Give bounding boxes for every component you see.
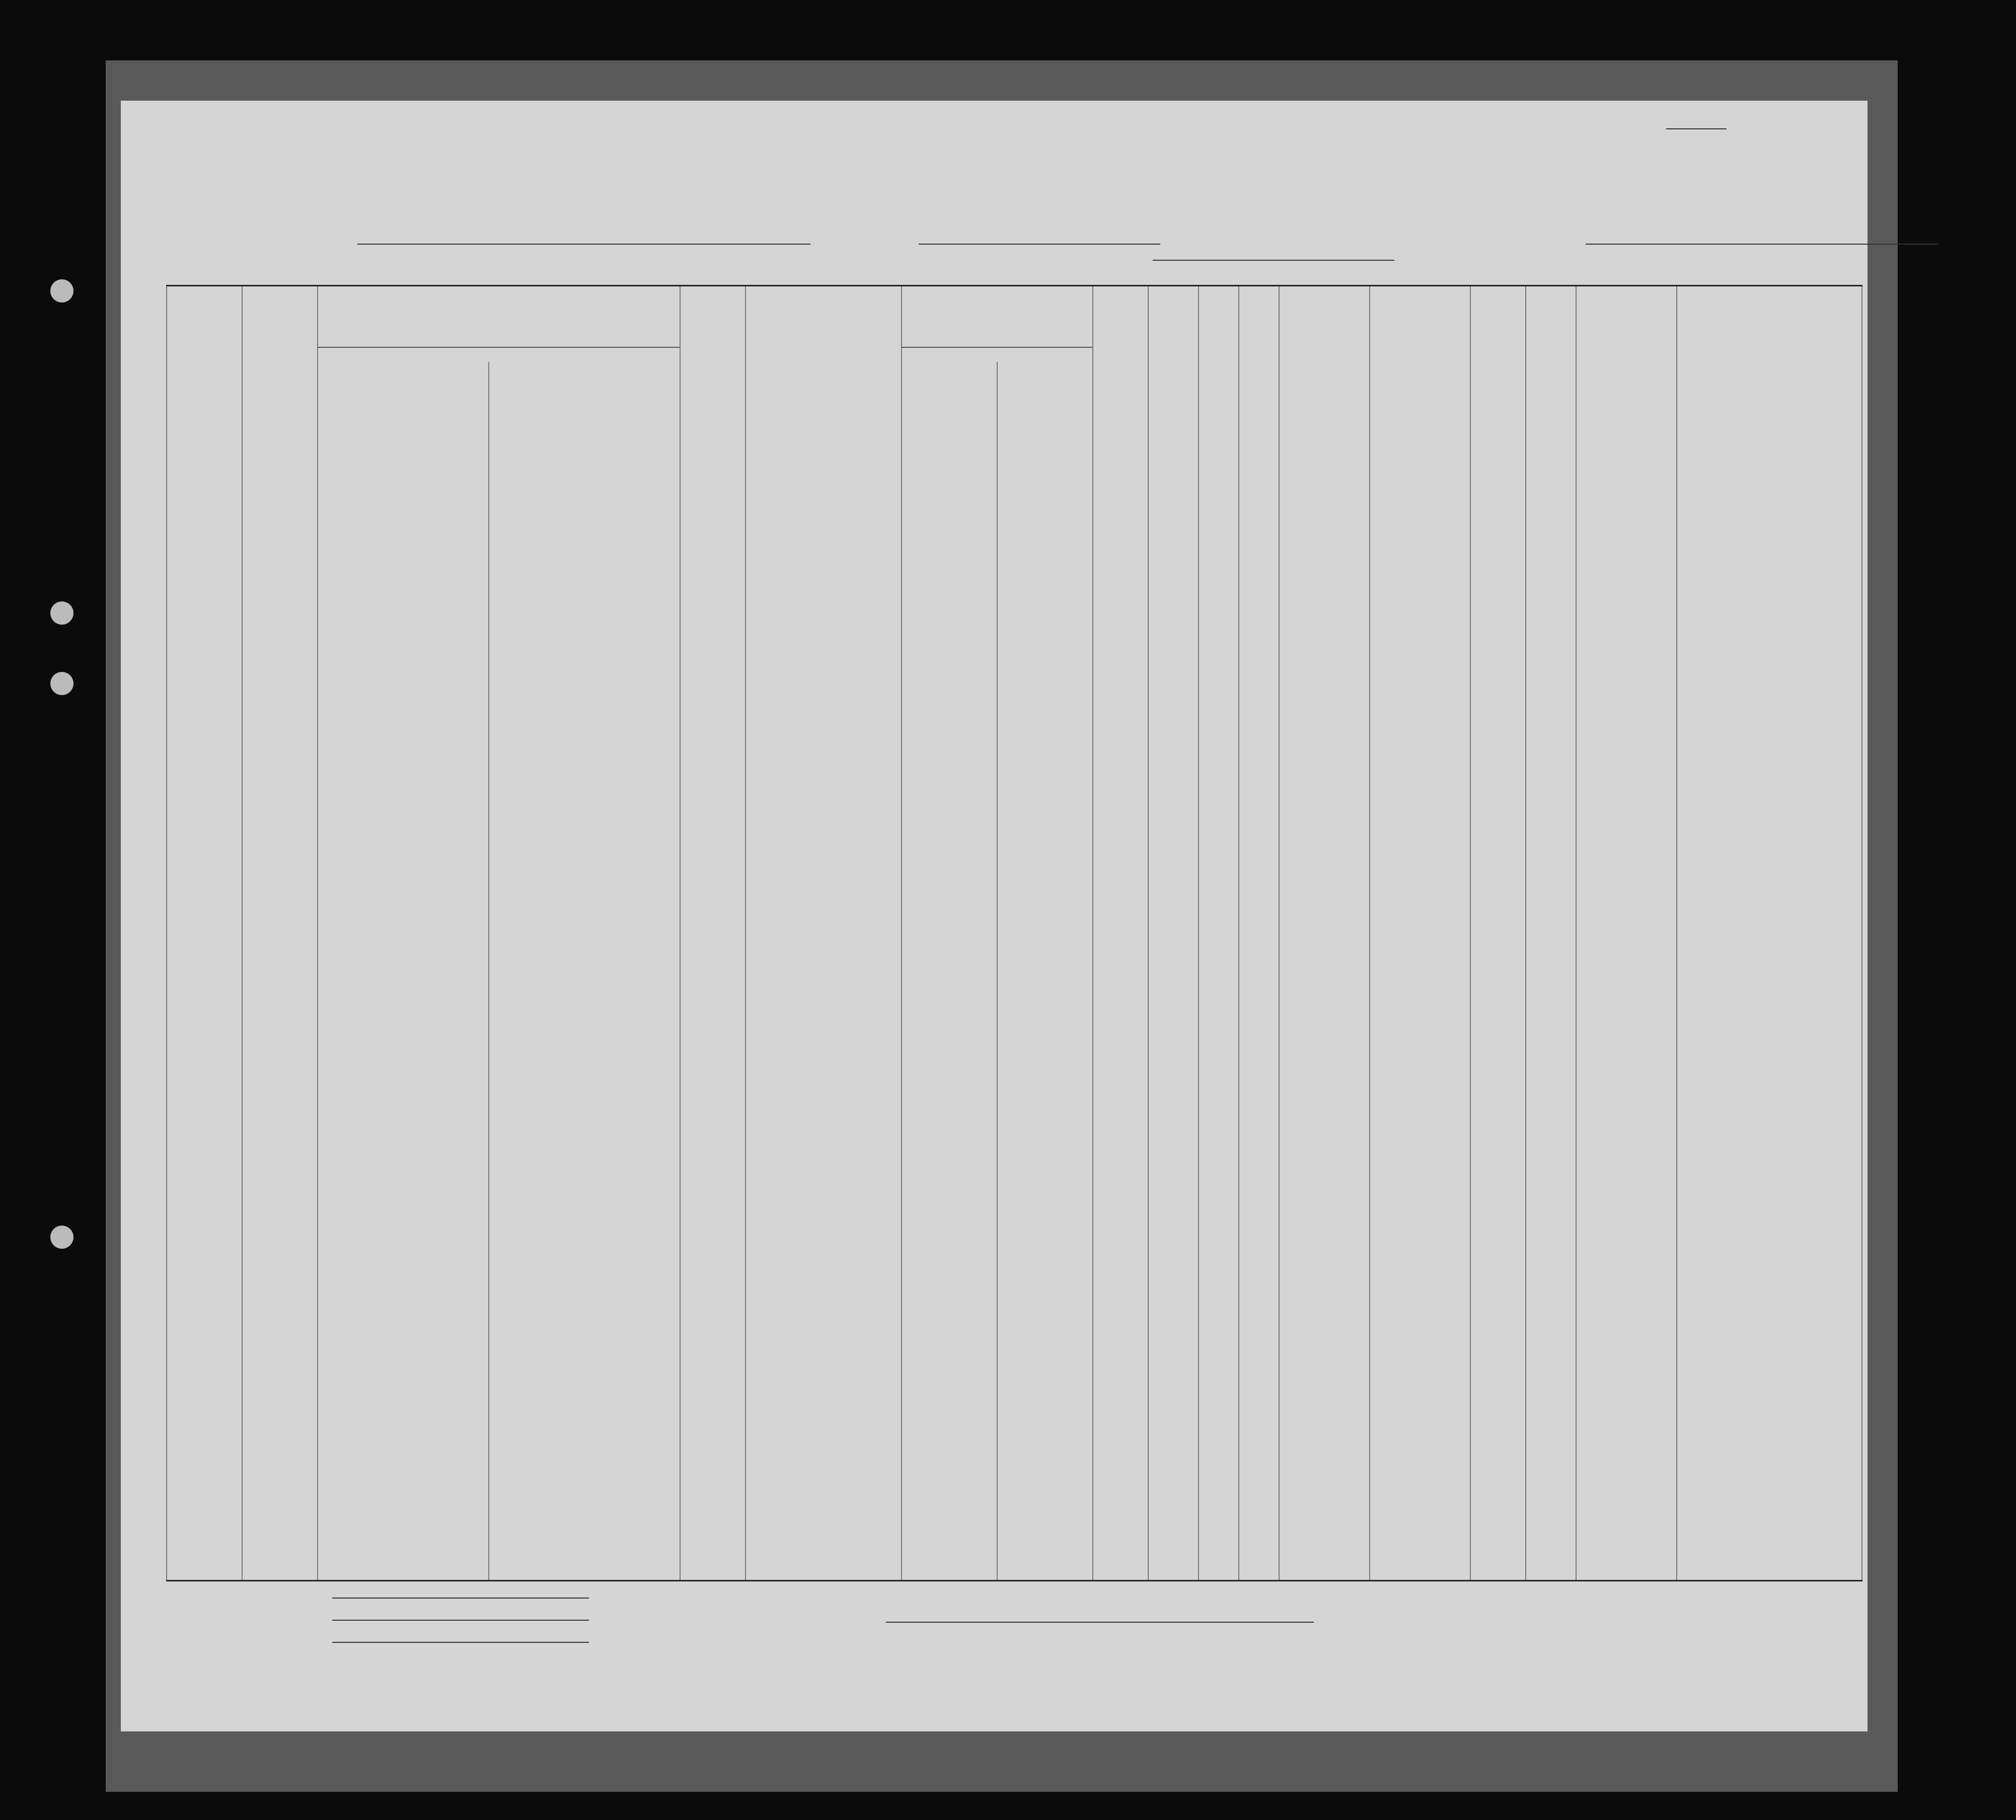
crew-manifest-table <box>166 285 1862 1581</box>
column-rule <box>745 286 746 1580</box>
owners-value <box>332 1620 589 1621</box>
arriving-port <box>919 244 1160 245</box>
signature-line <box>886 1622 1314 1623</box>
vessel-name <box>357 244 810 245</box>
from-port <box>1586 244 1938 245</box>
manifest-sheet <box>121 101 1868 1731</box>
line-value <box>332 1598 589 1599</box>
binder-hole <box>50 672 73 695</box>
column-rule <box>317 286 318 1580</box>
column-rule <box>166 286 167 1580</box>
column-rule <box>1148 286 1149 1580</box>
footer <box>196 1590 1807 1721</box>
vessel-line <box>302 238 1822 268</box>
sub-column-rule <box>997 362 998 1580</box>
column-rule <box>1576 286 1577 1580</box>
date-underline <box>1153 260 1394 261</box>
sheet-number <box>1666 128 1727 129</box>
group-header-rule <box>901 347 1092 348</box>
column-rule <box>242 286 243 1580</box>
column-rule <box>1525 286 1526 1580</box>
column-rule <box>901 286 902 1580</box>
group-header-rule <box>317 347 680 348</box>
column-rule <box>1676 286 1677 1580</box>
sub-column-rule <box>488 362 489 1580</box>
column-rule <box>1369 286 1370 1580</box>
sheet-number-block <box>1666 116 1827 133</box>
column-rule <box>1861 286 1862 1580</box>
local-agents-value <box>332 1642 589 1643</box>
column-rule <box>1238 286 1239 1580</box>
column-rule <box>1092 286 1093 1580</box>
column-rule <box>1279 286 1280 1580</box>
column-rule <box>1470 286 1471 1580</box>
column-rule <box>1198 286 1199 1580</box>
binder-hole <box>50 601 73 625</box>
column-rule <box>680 286 681 1580</box>
binder-hole <box>50 1226 73 1249</box>
binder-hole <box>50 279 73 302</box>
